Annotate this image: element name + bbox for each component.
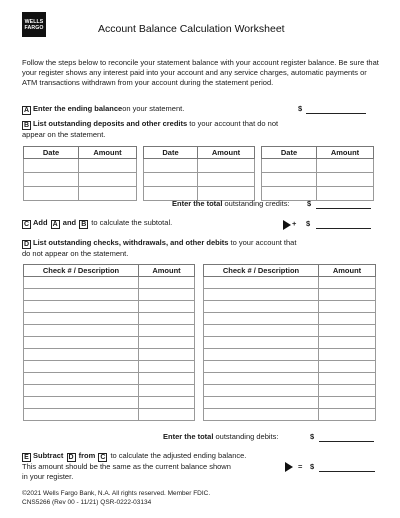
check-amount-cell[interactable] bbox=[319, 325, 376, 337]
intro-paragraph: Follow the steps below to reconcile your statement balance with your account register balance. Be sure that your register shows any interest paid into your account and any service charges, automatic payments or ATM transactions withdrawn from your account during the statement period. bbox=[22, 58, 379, 87]
step-d bbox=[22, 238, 302, 259]
deposits-amount-header: Amount bbox=[317, 147, 374, 159]
check-amount-cell[interactable] bbox=[139, 409, 195, 421]
check-amount-cell[interactable] bbox=[139, 349, 195, 361]
page-title: Account Balance Calculation Worksheet bbox=[98, 23, 285, 35]
deposit-cell[interactable] bbox=[198, 173, 255, 187]
deposits-table-1 bbox=[23, 146, 137, 201]
step-d-rest: to your account that do not appear on the statement. bbox=[22, 238, 297, 258]
check-description-cell[interactable] bbox=[24, 325, 139, 337]
check-description-cell[interactable] bbox=[24, 337, 139, 349]
step-c-letter: C bbox=[23, 221, 30, 228]
ending-balance-field[interactable] bbox=[306, 113, 366, 114]
check-amount-cell[interactable] bbox=[319, 397, 376, 409]
check-amount-cell[interactable] bbox=[139, 397, 195, 409]
table-row bbox=[204, 361, 376, 373]
check-description-cell[interactable] bbox=[204, 325, 319, 337]
table-row bbox=[24, 361, 195, 373]
deposit-cell[interactable] bbox=[198, 159, 255, 173]
check-amount-cell[interactable] bbox=[319, 349, 376, 361]
check-description-cell[interactable] bbox=[24, 277, 139, 289]
deposit-cell[interactable] bbox=[262, 159, 317, 173]
debits-dollar: $ bbox=[310, 432, 315, 441]
step-d-bold: List outstanding checks, withdrawals, and other debits bbox=[33, 238, 229, 247]
check-amount-cell[interactable] bbox=[139, 325, 195, 337]
check-description-cell[interactable] bbox=[24, 349, 139, 361]
step-e-rest: to calculate the adjusted ending balance. bbox=[108, 451, 247, 460]
check-amount-cell[interactable] bbox=[319, 313, 376, 325]
deposit-cell[interactable] bbox=[317, 173, 374, 187]
step-c-ref-b: B bbox=[81, 221, 87, 228]
step-b-bold: List outstanding deposits and other credits bbox=[33, 119, 188, 128]
table-row bbox=[204, 409, 376, 421]
debits-total-field[interactable] bbox=[319, 441, 374, 442]
deposits-date-header: Date bbox=[144, 147, 198, 159]
check-amount-cell[interactable] bbox=[139, 337, 195, 349]
table-row bbox=[24, 373, 195, 385]
check-amount-cell[interactable] bbox=[139, 361, 195, 373]
adjusted-dollar: $ bbox=[310, 462, 315, 471]
ending-balance-dollar: $ bbox=[298, 104, 303, 113]
check-description-cell[interactable] bbox=[204, 397, 319, 409]
checks-table-right bbox=[203, 264, 376, 421]
step-e-ref-c: C bbox=[100, 454, 106, 461]
checks-amount-header: Amount bbox=[319, 265, 376, 277]
deposit-cell[interactable] bbox=[144, 159, 198, 173]
deposit-cell[interactable] bbox=[144, 173, 198, 187]
check-amount-cell[interactable] bbox=[319, 277, 376, 289]
step-c bbox=[22, 218, 172, 229]
deposit-cell[interactable] bbox=[24, 187, 79, 201]
subtotal-field[interactable] bbox=[316, 228, 371, 229]
step-e-subtract: Subtract bbox=[33, 451, 64, 460]
step-e-ref-d: D bbox=[68, 454, 74, 461]
check-amount-cell[interactable] bbox=[139, 313, 195, 325]
table-row bbox=[24, 325, 195, 337]
table-row bbox=[204, 397, 376, 409]
step-a bbox=[22, 104, 184, 115]
step-c-rest: to calculate the subtotal. bbox=[89, 218, 173, 227]
step-e-from: from bbox=[78, 451, 96, 460]
checks-desc-header: Check # / Description bbox=[24, 265, 139, 277]
step-a-bold: Enter the ending balance bbox=[33, 104, 123, 113]
check-amount-cell[interactable] bbox=[319, 361, 376, 373]
table-row bbox=[204, 349, 376, 361]
check-description-cell[interactable] bbox=[204, 289, 319, 301]
deposits-amount-header: Amount bbox=[198, 147, 255, 159]
check-description-cell[interactable] bbox=[24, 289, 139, 301]
check-amount-cell[interactable] bbox=[139, 277, 195, 289]
check-description-cell[interactable] bbox=[24, 313, 139, 325]
subtotal-dollar: $ bbox=[306, 219, 311, 228]
table-row bbox=[24, 337, 195, 349]
check-amount-cell[interactable] bbox=[139, 301, 195, 313]
step-e-line3: in your register. bbox=[22, 472, 74, 481]
check-description-cell[interactable] bbox=[24, 301, 139, 313]
step-a-rest: on your statement. bbox=[122, 104, 185, 113]
table-row bbox=[24, 397, 195, 409]
table-row bbox=[24, 277, 195, 289]
equals-sign: = bbox=[298, 462, 303, 471]
credits-total-field[interactable] bbox=[316, 208, 371, 209]
debits-total-label bbox=[163, 432, 278, 441]
deposit-cell[interactable] bbox=[79, 173, 137, 187]
step-c-ref-a: A bbox=[52, 221, 58, 228]
logo-line2: FARGO bbox=[24, 24, 44, 31]
check-description-cell[interactable] bbox=[24, 397, 139, 409]
table-row bbox=[204, 301, 376, 313]
table-row bbox=[204, 385, 376, 397]
table-row bbox=[24, 349, 195, 361]
deposit-cell[interactable] bbox=[79, 159, 137, 173]
check-amount-cell[interactable] bbox=[319, 337, 376, 349]
table-row bbox=[24, 289, 195, 301]
table-row bbox=[204, 373, 376, 385]
credits-total-rest: outstanding credits: bbox=[222, 199, 290, 208]
footer-copyright: ©2021 Wells Fargo Bank, N.A. All rights reserved. Member FDIC. bbox=[22, 490, 211, 497]
check-amount-cell[interactable] bbox=[319, 385, 376, 397]
debits-total-rest: outstanding debits: bbox=[213, 432, 279, 441]
deposits-table-2 bbox=[143, 146, 255, 201]
table-row bbox=[204, 337, 376, 349]
check-amount-cell[interactable] bbox=[139, 373, 195, 385]
checks-table-left bbox=[23, 264, 195, 421]
table-row bbox=[204, 289, 376, 301]
credits-total-label bbox=[172, 199, 290, 208]
step-a-letter: A bbox=[23, 107, 30, 114]
check-description-cell[interactable] bbox=[24, 373, 139, 385]
footer bbox=[22, 489, 210, 507]
deposit-cell[interactable] bbox=[79, 187, 137, 201]
step-b-rest: to your account that do not appear on the statement. bbox=[22, 119, 279, 139]
step-d-letter: D bbox=[23, 241, 30, 248]
deposit-cell[interactable] bbox=[317, 159, 374, 173]
step-e bbox=[22, 451, 292, 482]
table-row bbox=[204, 313, 376, 325]
checks-amount-header: Amount bbox=[139, 265, 195, 277]
step-e-letter: E bbox=[22, 453, 31, 462]
logo-line1: WELLS bbox=[24, 18, 44, 25]
checks-desc-header: Check # / Description bbox=[204, 265, 319, 277]
check-description-cell[interactable] bbox=[204, 373, 319, 385]
check-description-cell[interactable] bbox=[204, 277, 319, 289]
adjusted-balance-field[interactable] bbox=[319, 471, 375, 472]
check-description-cell[interactable] bbox=[204, 349, 319, 361]
arrow-right-icon bbox=[285, 462, 293, 472]
step-b bbox=[22, 119, 292, 140]
table-row bbox=[204, 277, 376, 289]
deposit-cell[interactable] bbox=[317, 187, 374, 201]
debits-total-bold: Enter the total bbox=[163, 432, 214, 441]
check-description-cell[interactable] bbox=[24, 361, 139, 373]
credits-dollar: $ bbox=[307, 199, 312, 208]
check-description-cell[interactable] bbox=[24, 385, 139, 397]
footer-form-number: CNS5266 (Rev 00 - 11/21) QSR-0222-03134 bbox=[22, 499, 152, 506]
check-description-cell[interactable] bbox=[204, 409, 319, 421]
step-e-line2: This amount should be the same as the current balance shown bbox=[22, 462, 231, 471]
table-row bbox=[24, 301, 195, 313]
table-row bbox=[204, 325, 376, 337]
check-description-cell[interactable] bbox=[204, 361, 319, 373]
check-amount-cell[interactable] bbox=[139, 289, 195, 301]
check-description-cell[interactable] bbox=[24, 409, 139, 421]
table-row bbox=[24, 385, 195, 397]
deposits-table-3 bbox=[261, 146, 374, 201]
table-row bbox=[24, 313, 195, 325]
deposits-date-header: Date bbox=[24, 147, 79, 159]
deposit-cell[interactable] bbox=[24, 159, 79, 173]
check-description-cell[interactable] bbox=[204, 385, 319, 397]
deposits-amount-header: Amount bbox=[79, 147, 137, 159]
step-c-and: and bbox=[62, 218, 77, 227]
check-description-cell[interactable] bbox=[204, 337, 319, 349]
check-amount-cell[interactable] bbox=[319, 289, 376, 301]
check-description-cell[interactable] bbox=[204, 313, 319, 325]
wells-fargo-logo bbox=[22, 12, 46, 37]
arrow-right-icon bbox=[283, 220, 291, 230]
step-b-letter: B bbox=[23, 122, 30, 129]
check-description-cell[interactable] bbox=[204, 301, 319, 313]
check-amount-cell[interactable] bbox=[319, 373, 376, 385]
check-amount-cell[interactable] bbox=[319, 409, 376, 421]
table-row bbox=[24, 409, 195, 421]
step-c-add: Add bbox=[33, 218, 48, 227]
check-amount-cell[interactable] bbox=[319, 301, 376, 313]
deposits-date-header: Date bbox=[262, 147, 317, 159]
check-amount-cell[interactable] bbox=[139, 385, 195, 397]
deposit-cell[interactable] bbox=[262, 173, 317, 187]
plus-sign: + bbox=[292, 219, 297, 228]
deposit-cell[interactable] bbox=[24, 173, 79, 187]
credits-total-bold: Enter the total bbox=[172, 199, 223, 208]
